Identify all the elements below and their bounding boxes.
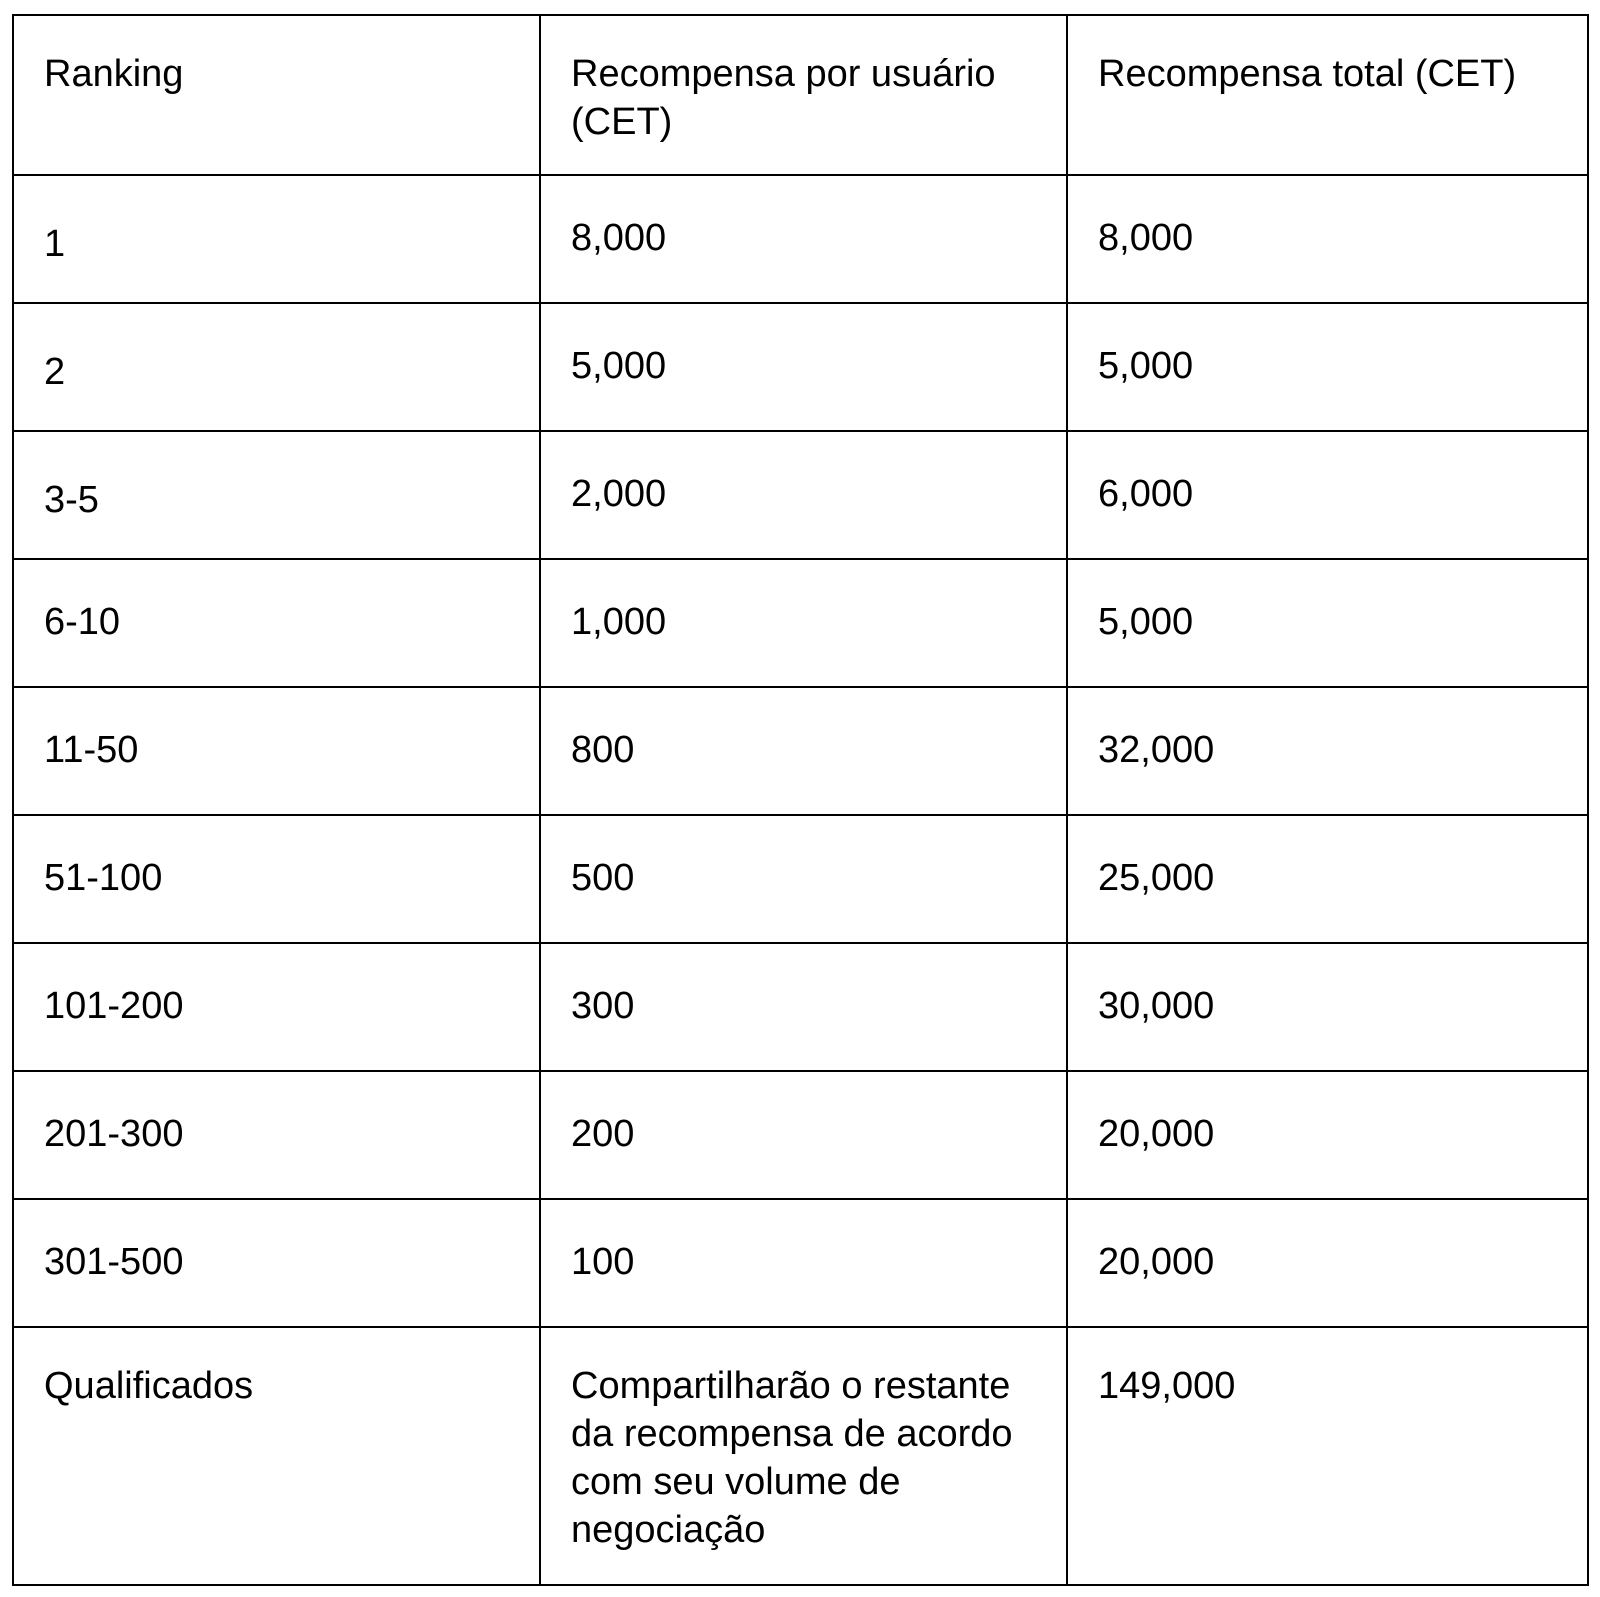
per-user-cell: 1,000 — [540, 559, 1067, 687]
table-row — [13, 175, 1588, 303]
per-user-cell: 5,000 — [540, 303, 1067, 431]
rank-cell: 3-5 — [13, 431, 540, 559]
table-row — [13, 943, 1588, 1071]
table-row — [13, 687, 1588, 815]
rank-cell: 51-100 — [13, 815, 540, 943]
rewards-table — [12, 14, 1589, 1586]
rank-cell: 101-200 — [13, 943, 540, 1071]
rank-cell: Qualificados — [13, 1327, 540, 1585]
header-ranking: Ranking — [13, 15, 540, 175]
per-user-cell: 800 — [540, 687, 1067, 815]
total-cell: 32,000 — [1067, 687, 1588, 815]
table-row — [13, 1327, 1588, 1585]
header-total-reward: Recompensa total (CET) — [1067, 15, 1588, 175]
rank-cell: 6-10 — [13, 559, 540, 687]
table-row — [13, 815, 1588, 943]
total-cell: 149,000 — [1067, 1327, 1588, 1585]
rank-cell: 11-50 — [13, 687, 540, 815]
total-cell: 25,000 — [1067, 815, 1588, 943]
table-row — [13, 431, 1588, 559]
per-user-cell: 8,000 — [540, 175, 1067, 303]
rank-cell: 301-500 — [13, 1199, 540, 1327]
per-user-cell: 500 — [540, 815, 1067, 943]
header-per-user-reward: Recompensa por usuário (CET) — [540, 15, 1067, 175]
table-row — [13, 303, 1588, 431]
per-user-cell: 300 — [540, 943, 1067, 1071]
total-cell: 20,000 — [1067, 1199, 1588, 1327]
per-user-cell: 200 — [540, 1071, 1067, 1199]
rank-cell: 201-300 — [13, 1071, 540, 1199]
total-cell: 30,000 — [1067, 943, 1588, 1071]
per-user-cell: Compartilharão o restante da recompensa de acordo com seu volume de negociação — [540, 1327, 1067, 1585]
total-cell: 8,000 — [1067, 175, 1588, 303]
table-row — [13, 1199, 1588, 1327]
per-user-cell: 100 — [540, 1199, 1067, 1327]
table-row — [13, 559, 1588, 687]
table-row — [13, 1071, 1588, 1199]
total-cell: 20,000 — [1067, 1071, 1588, 1199]
table-header-row — [13, 15, 1588, 175]
total-cell: 5,000 — [1067, 303, 1588, 431]
total-cell: 6,000 — [1067, 431, 1588, 559]
per-user-cell: 2,000 — [540, 431, 1067, 559]
total-cell: 5,000 — [1067, 559, 1588, 687]
rank-cell: 1 — [13, 175, 540, 303]
rank-cell: 2 — [13, 303, 540, 431]
